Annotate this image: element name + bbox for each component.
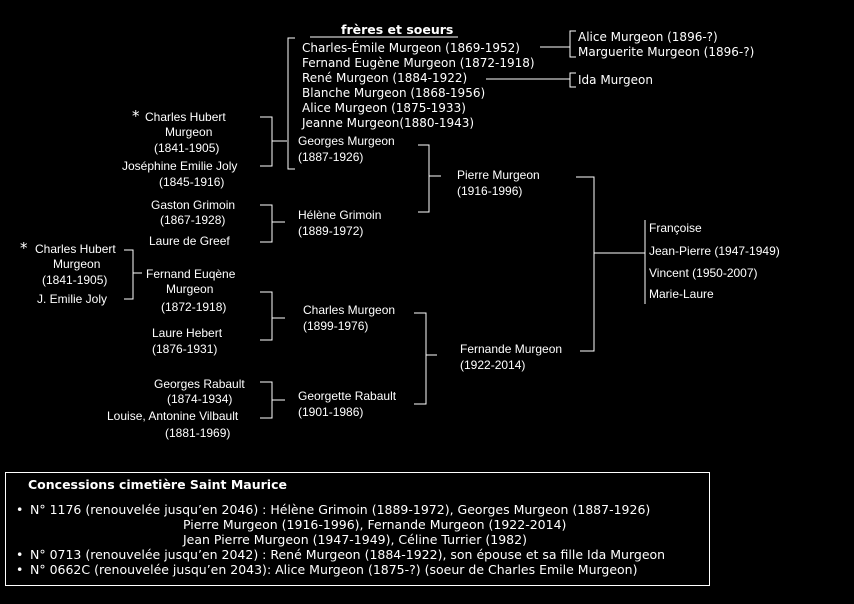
person-charles-hubert-surname: Murgeon — [165, 125, 213, 139]
sibling-charles-emile: Charles-Émile Murgeon (1869-1952) — [302, 41, 520, 55]
concession-1176-line2: Pierre Murgeon (1916-1996), Fernande Murgeon (1922-2014) — [183, 517, 567, 532]
concession-1176-line3: Jean Pierre Murgeon (1947-1949), Céline Turrier (1982) — [183, 532, 527, 547]
concession-1176: N° 1176 (renouvelée jusqu’en 2046) : Hélène Grimoin (1889-1972), Georges Murgeon (1887-1926) — [30, 502, 651, 517]
deceased-mark: * — [132, 107, 140, 125]
sibling-blanche: Blanche Murgeon (1868-1956) — [302, 86, 486, 100]
person-charles-hubert-dates: (1841-1905) — [154, 141, 220, 155]
bullet: • — [16, 502, 24, 517]
person-josephine: Joséphine Emilie Joly — [122, 159, 238, 173]
person-laure-hebert-dates: (1876-1931) — [152, 342, 218, 356]
person-pierre-dates: (1916-1996) — [457, 184, 523, 198]
person-charles-murgeon: Charles Murgeon — [303, 303, 396, 317]
person-charles-hubert: Charles Hubert — [145, 110, 226, 124]
person-georgette-dates: (1901-1986) — [298, 405, 364, 419]
person-charles-hubert-2-surname: Murgeon — [53, 257, 101, 271]
person-georges-rabault: Georges Rabault — [154, 377, 245, 391]
child-vincent: Vincent (1950-2007) — [649, 266, 758, 280]
person-helene-dates: (1889-1972) — [298, 224, 364, 238]
person-charles-hubert-2: Charles Hubert — [35, 242, 116, 256]
siblings-heading: frères et soeurs — [341, 22, 454, 37]
person-j-emilie: J. Emilie Joly — [37, 292, 108, 306]
person-helene: Hélène Grimoin — [298, 208, 382, 222]
person-gaston: Gaston Grimoin — [151, 198, 236, 212]
child-ida: Ida Murgeon — [578, 73, 653, 87]
person-georges-murgeon-dates: (1887-1926) — [298, 150, 364, 164]
child-jean-pierre: Jean-Pierre (1947-1949) — [649, 244, 780, 258]
person-georges-rabault-dates: (1874-1934) — [167, 392, 233, 406]
child-marguerite: Marguerite Murgeon (1896-?) — [578, 45, 755, 59]
sibling-alice: Alice Murgeon (1875-1933) — [302, 101, 466, 115]
person-charles-murgeon-dates: (1899-1976) — [303, 319, 369, 333]
person-pierre: Pierre Murgeon — [457, 168, 540, 182]
person-gaston-dates: (1867-1928) — [160, 213, 226, 227]
child-marie-laure: Marie-Laure — [649, 287, 714, 301]
sibling-fernand: Fernand Eugène Murgeon (1872-1918) — [302, 56, 535, 70]
sibling-rene: René Murgeon (1884-1922) — [302, 71, 468, 85]
person-fernand-dates: (1872-1918) — [161, 300, 227, 314]
child-francoise: Françoise — [649, 221, 702, 235]
person-josephine-dates: (1845-1916) — [159, 175, 225, 189]
person-charles-hubert-2-dates: (1841-1905) — [42, 273, 108, 287]
person-louise: Louise, Antonine Vilbault — [107, 409, 239, 423]
person-fernande-dates: (1922-2014) — [460, 358, 526, 372]
person-laure-greef: Laure de Greef — [149, 234, 230, 248]
person-georges-murgeon: Georges Murgeon — [298, 134, 395, 148]
person-fernand-surname: Murgeon — [166, 282, 214, 296]
concessions-title: Concessions cimetière Saint Maurice — [28, 477, 287, 492]
deceased-mark: * — [20, 239, 28, 257]
person-georgette: Georgette Rabault — [298, 389, 397, 403]
concession-0662c: N° 0662C (renouvelée jusqu’en 2043): Alice Murgeon (1875-?) (soeur de Charles Emile Murgeon) — [30, 562, 638, 577]
bullet: • — [16, 547, 24, 562]
person-fernand: Fernand Euqène — [146, 267, 236, 281]
person-fernande: Fernande Murgeon — [460, 342, 563, 356]
person-louise-dates: (1881-1969) — [165, 426, 231, 440]
person-laure-hebert: Laure Hebert — [152, 326, 223, 340]
concession-0713: N° 0713 (renouvelée jusqu’en 2042) : René Murgeon (1884-1922), son épouse et sa fille Ida Murgeon — [30, 547, 666, 562]
sibling-jeanne: Jeanne Murgeon(1880-1943) — [302, 116, 475, 130]
child-alice: Alice Murgeon (1896-?) — [578, 30, 718, 44]
bullet: • — [16, 562, 24, 577]
